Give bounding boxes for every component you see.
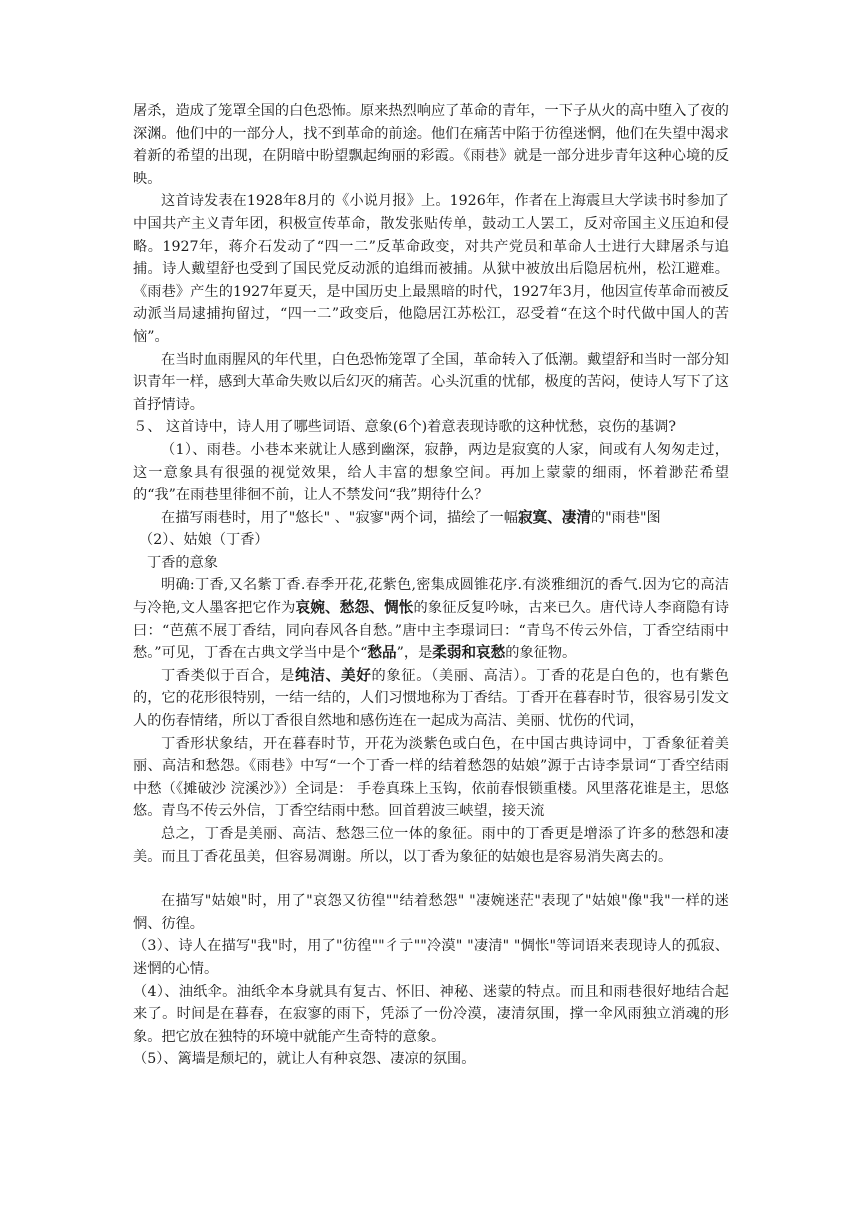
- document-page: [133, 100, 729, 1071]
- lilac-lily-text-2: 的象征。（美丽、高洁）。丁香的花是白色的，也有紫色的，它的花形很特别，一结一结的，人们习惯地称为丁香结。丁香开在暮春时节，很容易引发文人的伤春情绪，所以丁香很自然地和感伤连在一起成为高洁、美丽、忧伤的代词，: [133, 667, 729, 730]
- item-1-description: [133, 507, 729, 530]
- paragraph-lilac-lily: [133, 665, 729, 733]
- clarification-text-4: 的象征物。: [505, 645, 577, 662]
- paragraph-clarification: [133, 574, 729, 664]
- item-1-description-end: 的"雨巷"图: [590, 509, 661, 526]
- paragraph-girl: 在描写"姑娘"时，用了"哀怨又彷徨""结着愁怨" "凄婉迷茫"表现了"姑娘"像"我"一样的迷惘、彷徨。: [133, 893, 729, 932]
- highlight-lonely-desolate: 寂寞、凄清: [517, 508, 591, 526]
- item-3-poet: （3）、诗人在描写"我"时，用了"彷徨""彳亍""冷漠" "凄清" "惆怅"等词语来表现诗人的孤寂、迷惘的心情。: [133, 938, 729, 977]
- highlight-weak-sad: 柔弱和哀愁: [432, 644, 506, 662]
- highlight-sorrow-item: 愁品: [367, 644, 397, 662]
- item-1-description-text: 在描写雨巷时，用了"悠长" 、"寂寥"两个词，描绘了一幅: [161, 509, 518, 526]
- paragraph-publication: 这首诗发表在1928年8月的《小说月报》上。1926年，作者在上海震旦大学读书时参加了中国共产主义青年团，积极宣传革命，散发张贴传单，鼓动工人罢工，反对帝国主义压迫和侵略。1927年，蒋介石发动了“四一二”反革命政变，对共产党员和革命人士进行大肆屠杀与追捕。诗人戴望舒也受到了国民党反动派的追缉而被捕。从狱中被放出后隐居杭州，松江避难。《雨巷》产生的1927年夏天，是中国历史上最黑暗的时代，1927年3月，他因宣传革命而被反动派当局逮捕拘留过，“四一二”政变后，他隐居江苏松江，忍受着“在这个时代做中国人的苦恼”。: [133, 193, 729, 345]
- paragraph-lilac-summary: 总之，丁香是美丽、高洁、愁怨三位一体的象征。雨中的丁香更是增添了许多的愁怨和凄美。而且丁香花虽美，但容易凋谢。所以，以丁香为象征的姑娘也是容易消失离去的。: [133, 826, 729, 865]
- clarification-text-3: ”，是: [396, 645, 433, 662]
- paragraph-lilac-knot: 丁香形状象结，开在暮春时节，开花为淡紫色或白色，在中国古典诗词中，丁香象征着美丽、高洁和愁怨。《雨巷》中写“一个丁香一样的结着愁怨的姑娘”源于古诗李景词“丁香空结雨中愁（《摊破沙 浣溪沙》）全词是： 手卷真珠上玉钩，依前春恨锁重楼。风里落花谁是主，思悠悠。青鸟不传云外信，丁香空结雨中愁。回首碧波三峡望，接天流: [133, 735, 729, 820]
- item-2-title: （2）、姑娘（丁香）: [139, 532, 269, 549]
- clarification-text-1: 明确:丁香,又名紫丁香.春季开花,花紫色,密集成圆锥花序.有淡雅细沉的香气.因为它的高洁与冷艳,文人墨客把它作为: [133, 577, 729, 617]
- item-2-subtitle: 丁香的意象: [147, 554, 218, 571]
- clarification-text-2: 的象征反复吟咏，古来已久。唐代诗人李商隐有诗曰：“芭蕉不展丁香结，同向春风各自愁。”唐中主李璟词曰：“青鸟不传云外信，丁香空结雨中愁。”可见，丁香在古典文学当中是个“: [133, 600, 729, 662]
- lilac-lily-text-1: 丁香类似于百合，是: [161, 667, 296, 684]
- item-1-rain-alley: （1）、雨巷。小巷本来就让人感到幽深，寂静，两边是寂寞的人家，间或有人匆匆走过，这一意象具有很强的视觉效果，给人丰富的想象空间。再加上蒙蒙的细雨，怀着渺茫希望的“我”在雨巷里徘徊不前，让人不禁发问“我”期待什么？: [133, 441, 729, 504]
- item-5-fence: （5）、篱墙是颓圮的，就让人有种哀怨、凄凉的氛围。: [133, 1051, 476, 1068]
- highlight-pure-beautiful: 纯洁、美好: [295, 666, 372, 684]
- paragraph-context: 在当时血雨腥风的年代里，白色恐怖笼罩了全国，革命转入了低潮。戴望舒和当时一部分知识青年一样，感到大革命失败以后幻灭的痛苦。心头沉重的忧郁，极度的苦闷，使诗人写下了这首抒情诗。: [133, 351, 729, 413]
- item-4-oil-umbrella: （4）、油纸伞。油纸伞本身就具有复古、怀旧、神秘、迷蒙的特点。而且和雨巷很好地结合起来了。时间是在暮春，在寂寥的雨下，凭添了一份冷漠，凄清氛围，撑一伞风雨独立消魂的形象。把它放在独特的环境中就能产生奇特的意象。: [133, 983, 729, 1045]
- highlight-sorrow: 哀婉、愁怨、惆怅: [295, 599, 414, 617]
- paragraph-background: 屠杀，造成了笼罩全国的白色恐怖。原来热烈响应了革命的青年，一下子从火的高中堕入了夜的深渊。他们中的一部分人，找不到革命的前途。他们在痛苦中陷于彷徨迷惘，他们在失望中渴求着新的希望的出现，在阴暗中盼望飘起绚丽的彩霞。《雨巷》就是一部分进步青年这种心境的反映。: [133, 103, 729, 187]
- spacer: [133, 868, 729, 890]
- question-5: ５、 这首诗中，诗人用了哪些词语、意象(6个)着意表现诗歌的这种忧愁，哀伤的基调?: [133, 419, 676, 436]
